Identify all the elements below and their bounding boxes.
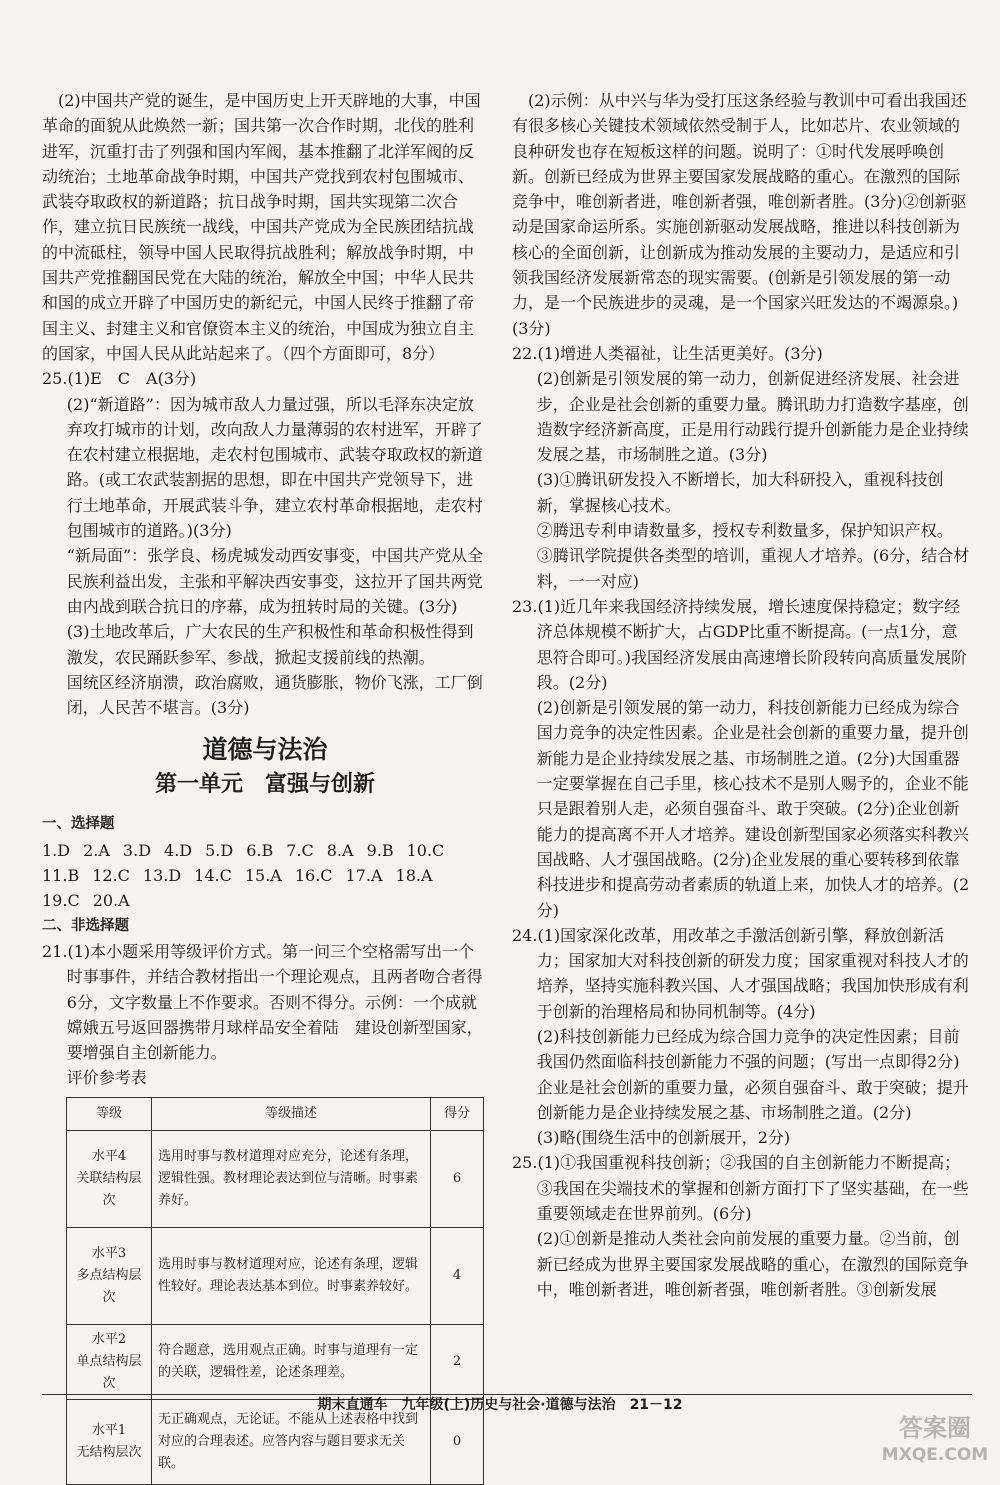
table-row — [67, 1324, 484, 1399]
q25-part1: 25.(1)E C A(3分) — [42, 369, 197, 389]
q25-part2-b: “新局面”：张学良、杨虎城发动西安事变，中国共产党从全民族利益出发，主张和平解决西安事变，这拉开了国共两党由内战到联合抗日的序幕，成为扭转时局的关键。(3分) — [66, 546, 484, 616]
page-footer: 期末直通车 九年级(上)历史与社会·道德与法治 21－12 — [317, 1397, 683, 1413]
q25-part2-a: (2)“新道路”：因为城市敌人力量过强，所以毛泽东决定放弃攻打城市的计划，改向敌人力量薄弱的农村进军，开辟了在农村建立根据地，走农村包围城市、武装夺取政权的新道路。(或工农武装割据的思想，即在中国共产党领导下，进行土地革命，开展武装斗争，建立农村革命根据地，走农村包围城市的道路。)(3分) — [66, 394, 483, 541]
answer: 20.A — [92, 891, 130, 911]
choice-answers-row2 — [42, 863, 488, 888]
answer: 17.A — [345, 866, 383, 886]
q25-part2: (2)①创新是推动人类社会向前发展的重要力量。②当前，创新已经成为世界主要国家发展战略的重心，在激烈的国际竞争中，唯创新者进，唯创新者强，唯创新者胜。③创新发展 — [536, 1229, 969, 1299]
right-column — [512, 88, 972, 1302]
level-cell: 水平3 多点结构层次 — [67, 1227, 152, 1324]
q25-part3-b: 国统区经济崩溃，政治腐败，通货膨胀，物价飞涨，工厂倒闭，人民苦不堪言。(3分) — [66, 672, 483, 718]
desc-cell: 符合题意，选用观点正确。时事与道理有一定的关联，逻辑性差，论述条理差。 — [152, 1324, 431, 1399]
score-cell: 2 — [431, 1324, 484, 1399]
answer: 15.A — [244, 866, 282, 886]
q22-part3-a: (3)①腾讯研发投入不断增长，加大科研投入，重视科技创新，掌握核心技术。 — [536, 470, 944, 515]
answer: 1.D — [42, 840, 71, 860]
answer: 5.D — [205, 840, 234, 860]
section-choice-heading: 一、选择题 — [42, 816, 115, 833]
q25-part3-a: (3)土地改革后，广大农民的生产积极性和革命积极性得到激发，农民踊跃参军、参战，掀起支援前线的热潮。 — [66, 622, 474, 667]
q22-part3-b: ②腾迅专利申请数量多，授权专利数量多，保护知识产权。 — [536, 521, 953, 541]
q25-part1: 25.(1)①我国重视科技创新；②我国的自主创新能力不断提高；③我国在尖端技术的掌握和创新方面打下了坚实基础，在一些重要领域走在世界前列。(6分) — [512, 1153, 969, 1224]
watermark-line1: 答案圈 — [899, 1414, 971, 1442]
watermark-line2: MXQE.COM — [881, 1445, 989, 1465]
desc-cell: 选用时事与教材道理对应充分，论述有条理，逻辑性强。教材理论表达到位与清晰。时事素养好。 — [152, 1130, 431, 1227]
answer: 14.C — [194, 866, 232, 886]
choice-answers-row1 — [42, 838, 488, 863]
level-cell: 水平1 无结构层次 — [67, 1399, 152, 1484]
table-row — [67, 1130, 484, 1227]
answer: 3.D — [122, 840, 152, 860]
q22-part1: 22.(1)增进人类福祉，让生活更美好。(3分) — [512, 343, 823, 363]
answer: 16.C — [294, 866, 333, 886]
answer: 18.A — [395, 866, 433, 886]
answer: 9.B — [366, 840, 394, 860]
table-row — [67, 1227, 484, 1324]
watermark-logo — [880, 1410, 990, 1466]
level-cell: 水平4 关联结构层次 — [67, 1130, 152, 1227]
desc-cell: 选用时事与教材道理对应，论述有条理，逻辑性较好。理论表达基本到位。时事素养较好。 — [152, 1227, 431, 1324]
answer: 13.D — [142, 866, 182, 886]
table-header: 等级描述 — [152, 1097, 431, 1130]
q21-part2: (2)示例：从中兴与华为受打压这条经验与教训中可看出我国还有很多核心关键技术领域依然受制于人，比如芯片、农业领域的良种研发也存在短板这样的问题。说明了：①时代发展呼唤创新。创新已经成为世界主要国家发展战略的重心。在激烈的国际竞争中，唯创新者进，唯创新者强，唯创新者胜。(3分)②创新驱动是国家命运所系。实施创新驱动发展战略，推进以科技创新为核心的全面创新，让创新成为推动发展的主要动力，是适应和引领我国经济发展新常态的现实需要。(创新是引领发展的第一动力，是一个民族进步的灵魂，是一个国家兴旺发达的不竭源泉。)(3分) — [512, 91, 967, 338]
score-cell: 0 — [431, 1399, 484, 1484]
answer: 12.C — [92, 866, 130, 886]
left-column — [42, 88, 488, 1485]
answer: 11.B — [42, 866, 80, 886]
section-nonchoice-heading: 二、非选择题 — [42, 917, 129, 934]
score-cell: 4 — [431, 1227, 484, 1324]
q22-part3-c: ③腾讯学院提供各类型的培训，重视人才培养。(6分，结合材料，一一对应) — [536, 546, 970, 591]
evaluation-table — [66, 1097, 484, 1485]
q24-part2: (2)中国共产党的诞生，是中国历史上开天辟地的大事，中国革命的面貌从此焕然一新；国共第一次合作时期，北伐的胜利进军，沉重打击了列强和国内军阀，基本推翻了北洋军阀的反动统治；土地革命战争时期，中国共产党找到农村包围城市、武装夺取政权的新道路；抗日战争时期，国共实现第二次合作，建立抗日民族统一战线，中国共产党成为全民族团结抗战的中流砥柱，领导中国人民取得抗战胜利；解放战争时期，中国共产党推翻国民党在大陆的统治，解放全中国；中华人民共和国的成立开辟了中国历史的新纪元，中国人民终于推翻了帝国主义、封建主义和官僚资本主义的统治，中国成为独立自主的国家，中国人民从此站起来了。（四个方面即可，8分） — [42, 91, 481, 363]
unit-title: 第一单元 富强与创新 — [154, 772, 375, 798]
choice-answers-row3 — [42, 888, 488, 913]
level-cell: 水平2 单点结构层次 — [67, 1324, 152, 1399]
answer: 8.A — [326, 840, 354, 860]
q23-part2: (2)创新是引领发展的第一动力，科技创新能力已经成为综合国力竞争的决定性因素。企业是社会创新的重要力量，提升创新能力是企业持续发展之基、市场制胜之道。(2分)大国重器一定要掌握在自己手里，核心技术不是别人赐予的，企业不能只是跟着别人走，必须自强奋斗、敢于突破。(2分)企业创新能力的提高离不开人才培养。建设创新型国家必须落实科教兴国战略、人才强国战略。(2分)企业发展的重心要转移到依靠科技进步和提高劳动者素质的轨道上来，加快人才的培养。(2分) — [536, 698, 970, 920]
q22-part2: (2)创新是引领发展的第一动力，创新促进经济发展、社会进步，企业是社会创新的重要力量。腾讯助力打造数字基座，创造数字经济新高度，正是用行动践行提升创新能力是企业持续发展之基，市场制胜之道。(3分) — [536, 369, 969, 465]
q21-part1: 21.(1)本小题采用等级评价方式。第一问三个空格需写出一个时事事件，并结合教材指出一个理论观点，且两者吻合者得6分，文字数量上不作要求。否则不得分。示例：一个成就嫦娥五号返回器携带月球样品安全着陆 建设创新型国家，要增强自主创新能力。 — [42, 941, 483, 1063]
subject-title: 道德与法治 — [202, 735, 328, 765]
answer: 7.C — [286, 840, 314, 860]
answer: 19.C — [42, 891, 80, 911]
table-header: 得分 — [431, 1097, 484, 1130]
table-header-row — [67, 1097, 484, 1130]
answer: 6.B — [246, 840, 274, 860]
q24-part1: 24.(1)国家深化改革，用改革之手激活创新引擎，释放创新活力；国家加大对科技创新的研发力度；国家重视对科技人才的培养，坚持实施科教兴国、人才强国战略；我国加快形成有利于创新的治理格局和协同机制等。(4分) — [512, 925, 969, 1021]
answer: 2.A — [83, 840, 110, 860]
q23-part1: 23.(1)近几年来我国经济持续发展，增长速度保持稳定；数字经济总体规模不断扩大，占GDP比重不断提高。(一点1分，意思符合即可。)我国经济发展由高速增长阶段转向高质量发展阶段。(2分) — [512, 596, 968, 692]
table-caption: 评价参考表 — [66, 1068, 147, 1088]
q24-part3: (3)略(围绕生活中的创新展开，2分) — [536, 1128, 791, 1148]
score-cell: 6 — [431, 1130, 484, 1227]
desc-cell: 无正确观点，无论证。不能从上述表格中找到对应的合理表述。应答内容与题目要求无关联。 — [152, 1399, 431, 1484]
q24-part2: (2)科技创新能力已经成为综合国力竞争的决定性因素；目前我国仍然面临科技创新能力不强的问题；(写出一点即得2分)企业是社会创新的重要力量，必须自强奋斗、敢于突破；提升创新能力是企业持续发展之基、市场制胜之道。(2分) — [536, 1026, 969, 1122]
answer: 4.D — [164, 840, 193, 860]
answer: 10.C — [406, 840, 445, 860]
table-header: 等级 — [67, 1097, 152, 1130]
